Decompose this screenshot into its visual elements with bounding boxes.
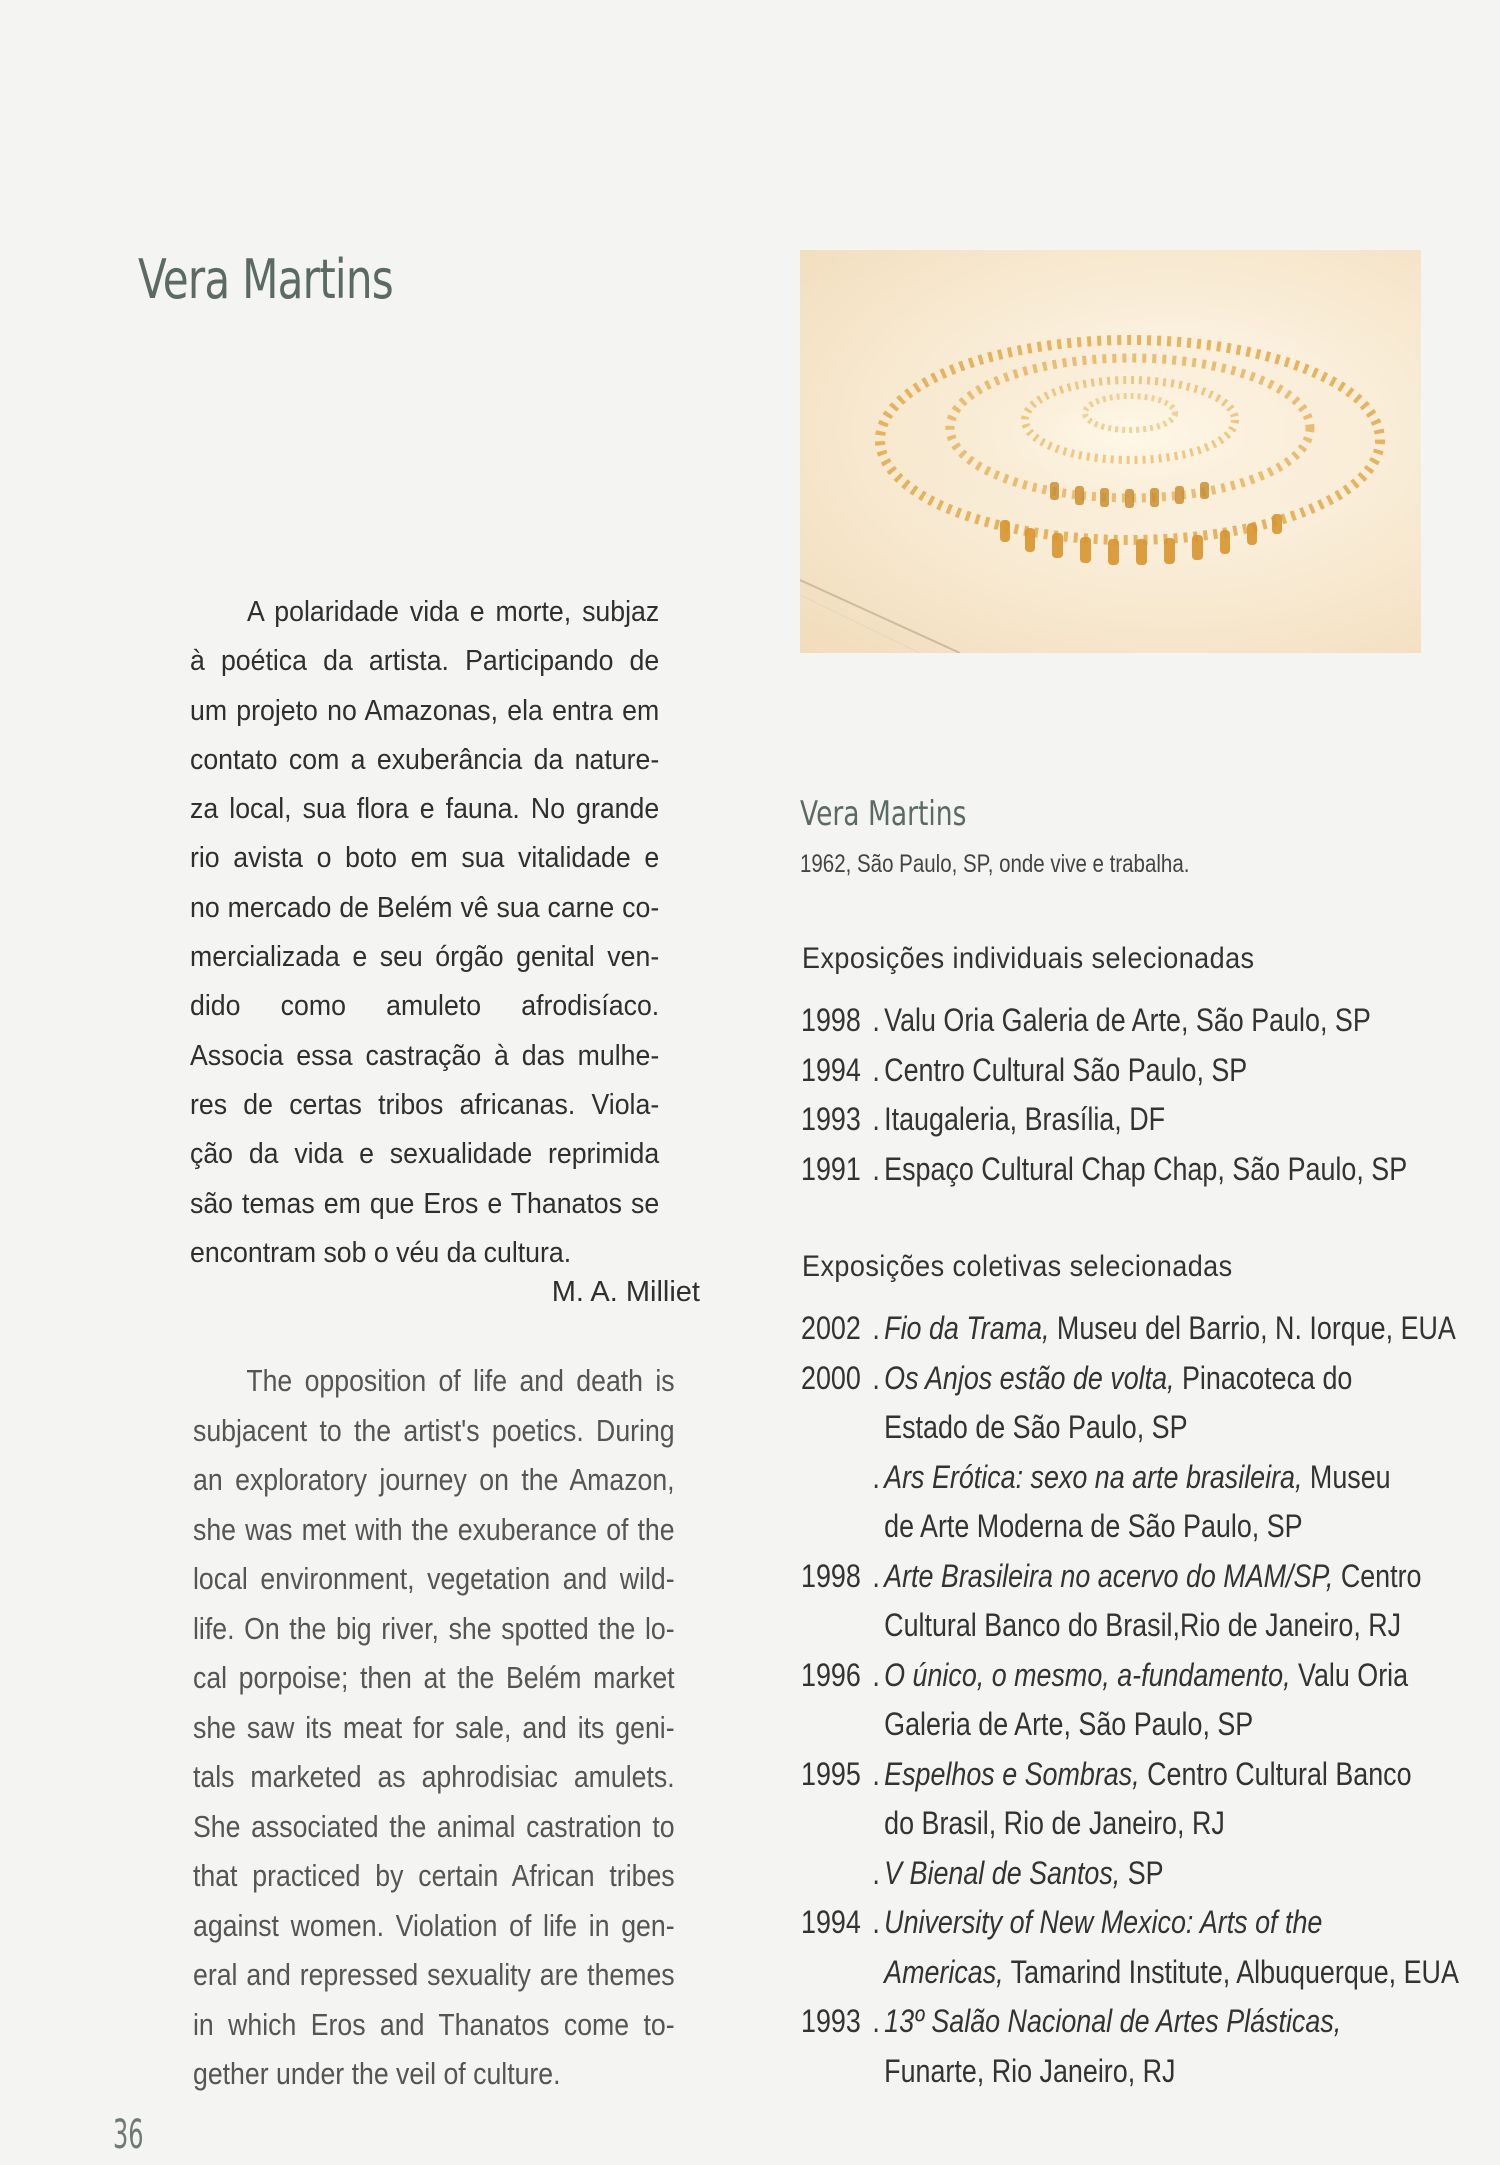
exhibition-row: [801, 1799, 1459, 1849]
exhibition-venue: Espaço Cultural Chap Chap, São Paulo, SP: [884, 1150, 1408, 1187]
exhibition-year: 1993: [801, 1101, 861, 1137]
portuguese-text: [190, 588, 659, 1278]
exhibition-row: [801, 1145, 1407, 1195]
exhibition-row: [801, 1997, 1459, 2047]
exhibition-description: [884, 1601, 1459, 1651]
exhibition-venue: Funarte, Rio Janeiro, RJ: [884, 2052, 1176, 2089]
text-line: mercializada e seu órgão genital ven-: [190, 941, 660, 974]
text-line: ção da vida e sexualidade reprimida: [190, 1138, 660, 1171]
exhibition-description: [884, 996, 1407, 1046]
bullet-dot: .: [872, 1150, 880, 1187]
exhibition-venue: Museu del Barrio, N. Iorque, EUA: [1049, 1310, 1456, 1346]
exhibition-title: Espelhos e Sombras,: [884, 1755, 1140, 1792]
exhibition-description: [884, 1750, 1459, 1800]
text-line: subjacent to the artist's poetics. During: [193, 1412, 675, 1448]
exhibition-description: [884, 1948, 1459, 1998]
exhibition-venue: Cultural Banco do Brasil,Rio de Janeiro, RJ: [884, 1607, 1402, 1643]
exhibition-year: 1993: [801, 2003, 861, 2039]
bullet-dot: .: [872, 1051, 880, 1088]
bullet-dot: .: [872, 1002, 880, 1038]
text-line: A polaridade vida e morte, subjaz: [247, 596, 660, 628]
exhibition-row: [801, 1403, 1459, 1453]
exhibition-description: [884, 1898, 1459, 1948]
exhibition-venue: do Brasil, Rio de Janeiro, RJ: [884, 1805, 1225, 1841]
text-line: res de certas tribos africanas. Viola-: [190, 1088, 660, 1121]
text-line: Associa essa castração à das mulhe-: [190, 1039, 660, 1072]
exhibition-year: 1998: [801, 1002, 861, 1038]
exhibition-title: Arte Brasileira no acervo do MAM/SP,: [884, 1557, 1334, 1594]
exhibition-venue: Valu Oria: [1290, 1656, 1409, 1693]
text-line: she was met with the exuberance of the: [193, 1511, 675, 1547]
exhibition-title: University of New Mexico: Arts of the: [884, 1904, 1323, 1940]
text-line: são temas em que Eros e Thanatos se: [190, 1187, 660, 1220]
exhibition-description: [884, 1453, 1459, 1503]
exhibition-venue: Itaugaleria, Brasília, DF: [884, 1101, 1166, 1137]
bullet-dot: [872, 1700, 884, 1750]
artist-bio: 1962, São Paulo, SP, onde vive e trabalha.: [800, 850, 1190, 878]
exhibition-row: [801, 1651, 1459, 1701]
bullet-dot: .: [872, 1557, 880, 1594]
exhibition-description: [884, 1095, 1407, 1145]
spiral-sculpture-photo: [800, 250, 1421, 653]
text-line: no mercado de Belém vê sua carne co-: [190, 891, 660, 924]
bullet-dot: .: [872, 1310, 880, 1346]
text-line: à poética da artista. Participando de: [190, 645, 660, 678]
bullet-dot: .: [872, 1904, 880, 1940]
bullet-dot: .: [872, 1458, 880, 1495]
exhibition-row: [801, 1849, 1459, 1899]
exhibition-row: [801, 1601, 1459, 1651]
exhibition-venue: Centro: [1333, 1557, 1422, 1594]
exhibition-row: [801, 1095, 1407, 1145]
page-number: 36: [113, 2112, 144, 2158]
exhibition-description: [884, 1502, 1459, 1552]
exhibition-venue: Estado de São Paulo, SP: [884, 1409, 1188, 1445]
bullet-dot: .: [872, 1755, 880, 1792]
exhibition-title: Ars Erótica: sexo na arte brasileira,: [884, 1458, 1303, 1495]
solo-exhibitions-heading: Exposições individuais selecionadas: [802, 942, 1255, 975]
bullet-dot: .: [872, 2003, 880, 2039]
exhibition-venue: Centro Cultural Banco: [1139, 1755, 1412, 1792]
text-line: an exploratory journey on the Amazon,: [193, 1462, 675, 1497]
exhibition-title: Americas,: [884, 1953, 1004, 1990]
exhibition-row: [801, 1948, 1459, 1998]
exhibition-year: 1998: [801, 1557, 861, 1594]
exhibition-year: 1996: [801, 1656, 861, 1693]
exhibition-row: [801, 996, 1407, 1046]
text-line: against women. Violation of life in gen-: [193, 1907, 675, 1943]
bullet-dot: .: [872, 1101, 880, 1137]
exhibition-title: 13º Salão Nacional de Artes Plásticas,: [884, 2003, 1342, 2039]
exhibition-venue: de Arte Moderna de São Paulo, SP: [884, 1508, 1303, 1544]
text-line: contato com a exuberância da nature-: [190, 743, 660, 776]
exhibition-row: [801, 1046, 1407, 1096]
exhibition-year: 1994: [801, 1051, 861, 1088]
exhibition-description: [884, 1046, 1407, 1096]
exhibition-description: [884, 1799, 1459, 1849]
exhibition-row: [801, 1552, 1459, 1602]
text-line: eral and repressed sexuality are themes: [193, 1957, 675, 1992]
exhibition-row: [801, 1700, 1459, 1750]
exhibition-row: [801, 2047, 1459, 2097]
text-line: encontram sob o véu da cultura.: [190, 1236, 572, 1269]
bullet-dot: [872, 1601, 884, 1651]
text-line: in which Eros and Thanatos come to-: [193, 2006, 675, 2042]
exhibition-description: [884, 2047, 1459, 2097]
exhibition-year: 2002: [801, 1310, 861, 1346]
artist-name: Vera Martins: [800, 794, 967, 834]
exhibition-description: [884, 1145, 1407, 1195]
bullet-dot: .: [872, 1656, 880, 1693]
text-line: um projeto no Amazonas, ela entra em: [190, 694, 660, 727]
exhibition-year: [801, 1502, 872, 1552]
group-exhibitions-heading: Exposições coletivas selecionadas: [802, 1250, 1233, 1283]
bullet-dot: [872, 1948, 884, 1998]
exhibition-venue: Tamarind Institute, Albuquerque, EUA: [1003, 1953, 1459, 1990]
exhibition-year: 1994: [801, 1904, 861, 1940]
text-line: The opposition of life and death is: [246, 1363, 675, 1398]
exhibition-description: [884, 1651, 1459, 1701]
text-line: gether under the veil of culture.: [193, 2056, 561, 2091]
text-line: rio avista o boto em sua vitalidade e: [190, 842, 660, 875]
text-line: she saw its meat for sale, and its geni-: [193, 1709, 675, 1745]
group-exhibitions-list: [801, 1304, 1459, 2096]
solo-exhibitions-list: [801, 996, 1407, 1194]
exhibition-row: [801, 1750, 1459, 1800]
exhibition-year: 1995: [801, 1755, 861, 1792]
text-line: life. On the big river, she spotted the lo-: [193, 1610, 675, 1646]
bullet-dot: [872, 1502, 884, 1552]
bullet-dot: .: [872, 1854, 880, 1891]
exhibition-venue: Galeria de Arte, São Paulo, SP: [884, 1706, 1254, 1742]
exhibition-description: [884, 1552, 1459, 1602]
exhibition-year: [801, 1453, 872, 1503]
bullet-dot: [872, 1799, 884, 1849]
page-title: Vera Martins: [138, 248, 393, 311]
text-line: She associated the animal castration to: [193, 1808, 675, 1844]
exhibition-title: V Bienal de Santos,: [884, 1854, 1121, 1891]
text-line: dido como amuleto afrodisíaco.: [190, 990, 660, 1023]
exhibition-title: O único, o mesmo, a-fundamento,: [884, 1656, 1291, 1693]
english-text: [193, 1356, 675, 2099]
bullet-dot: .: [872, 1359, 880, 1396]
exhibition-row: [801, 1304, 1459, 1354]
exhibition-description: [884, 1304, 1459, 1354]
exhibition-venue: SP: [1120, 1854, 1164, 1891]
exhibition-year: 2000: [801, 1359, 861, 1396]
exhibition-year: [801, 1849, 872, 1899]
exhibition-description: [884, 1403, 1459, 1453]
exhibition-row: [801, 1898, 1459, 1948]
exhibition-year: [801, 1601, 872, 1651]
exhibition-description: [884, 1849, 1459, 1899]
bullet-dot: [872, 1403, 884, 1453]
exhibition-row: [801, 1354, 1459, 1404]
exhibition-description: [884, 1997, 1459, 2047]
bullet-dot: [872, 2047, 884, 2097]
text-line: za local, sua flora e fauna. No grande: [190, 793, 660, 826]
exhibition-venue: Valu Oria Galeria de Arte, São Paulo, SP: [884, 1002, 1371, 1038]
exhibition-year: [801, 2047, 872, 2097]
text-line: that practiced by certain African tribes: [193, 1858, 675, 1893]
text-line: cal porpoise; then at the Belém market: [193, 1660, 675, 1695]
exhibition-year: [801, 1700, 872, 1750]
exhibition-year: [801, 1948, 872, 1998]
exhibition-year: [801, 1799, 872, 1849]
exhibition-year: [801, 1403, 872, 1453]
exhibition-row: [801, 1453, 1459, 1503]
exhibition-title: Fio da Trama,: [884, 1310, 1050, 1346]
exhibition-venue: Centro Cultural São Paulo, SP: [884, 1051, 1248, 1088]
exhibition-description: [884, 1354, 1459, 1404]
text-line: tals marketed as aphrodisiac amulets.: [193, 1759, 675, 1794]
exhibition-description: [884, 1700, 1459, 1750]
exhibition-title: Os Anjos estão de volta,: [884, 1359, 1175, 1396]
exhibition-venue: Pinacoteca do: [1174, 1359, 1353, 1396]
exhibition-year: 1991: [801, 1150, 861, 1187]
text-line: local environment, vegetation and wild-: [193, 1561, 675, 1596]
exhibition-venue: Museu: [1302, 1458, 1391, 1495]
exhibition-row: [801, 1502, 1459, 1552]
author-signature: M. A. Milliet: [551, 1276, 700, 1308]
